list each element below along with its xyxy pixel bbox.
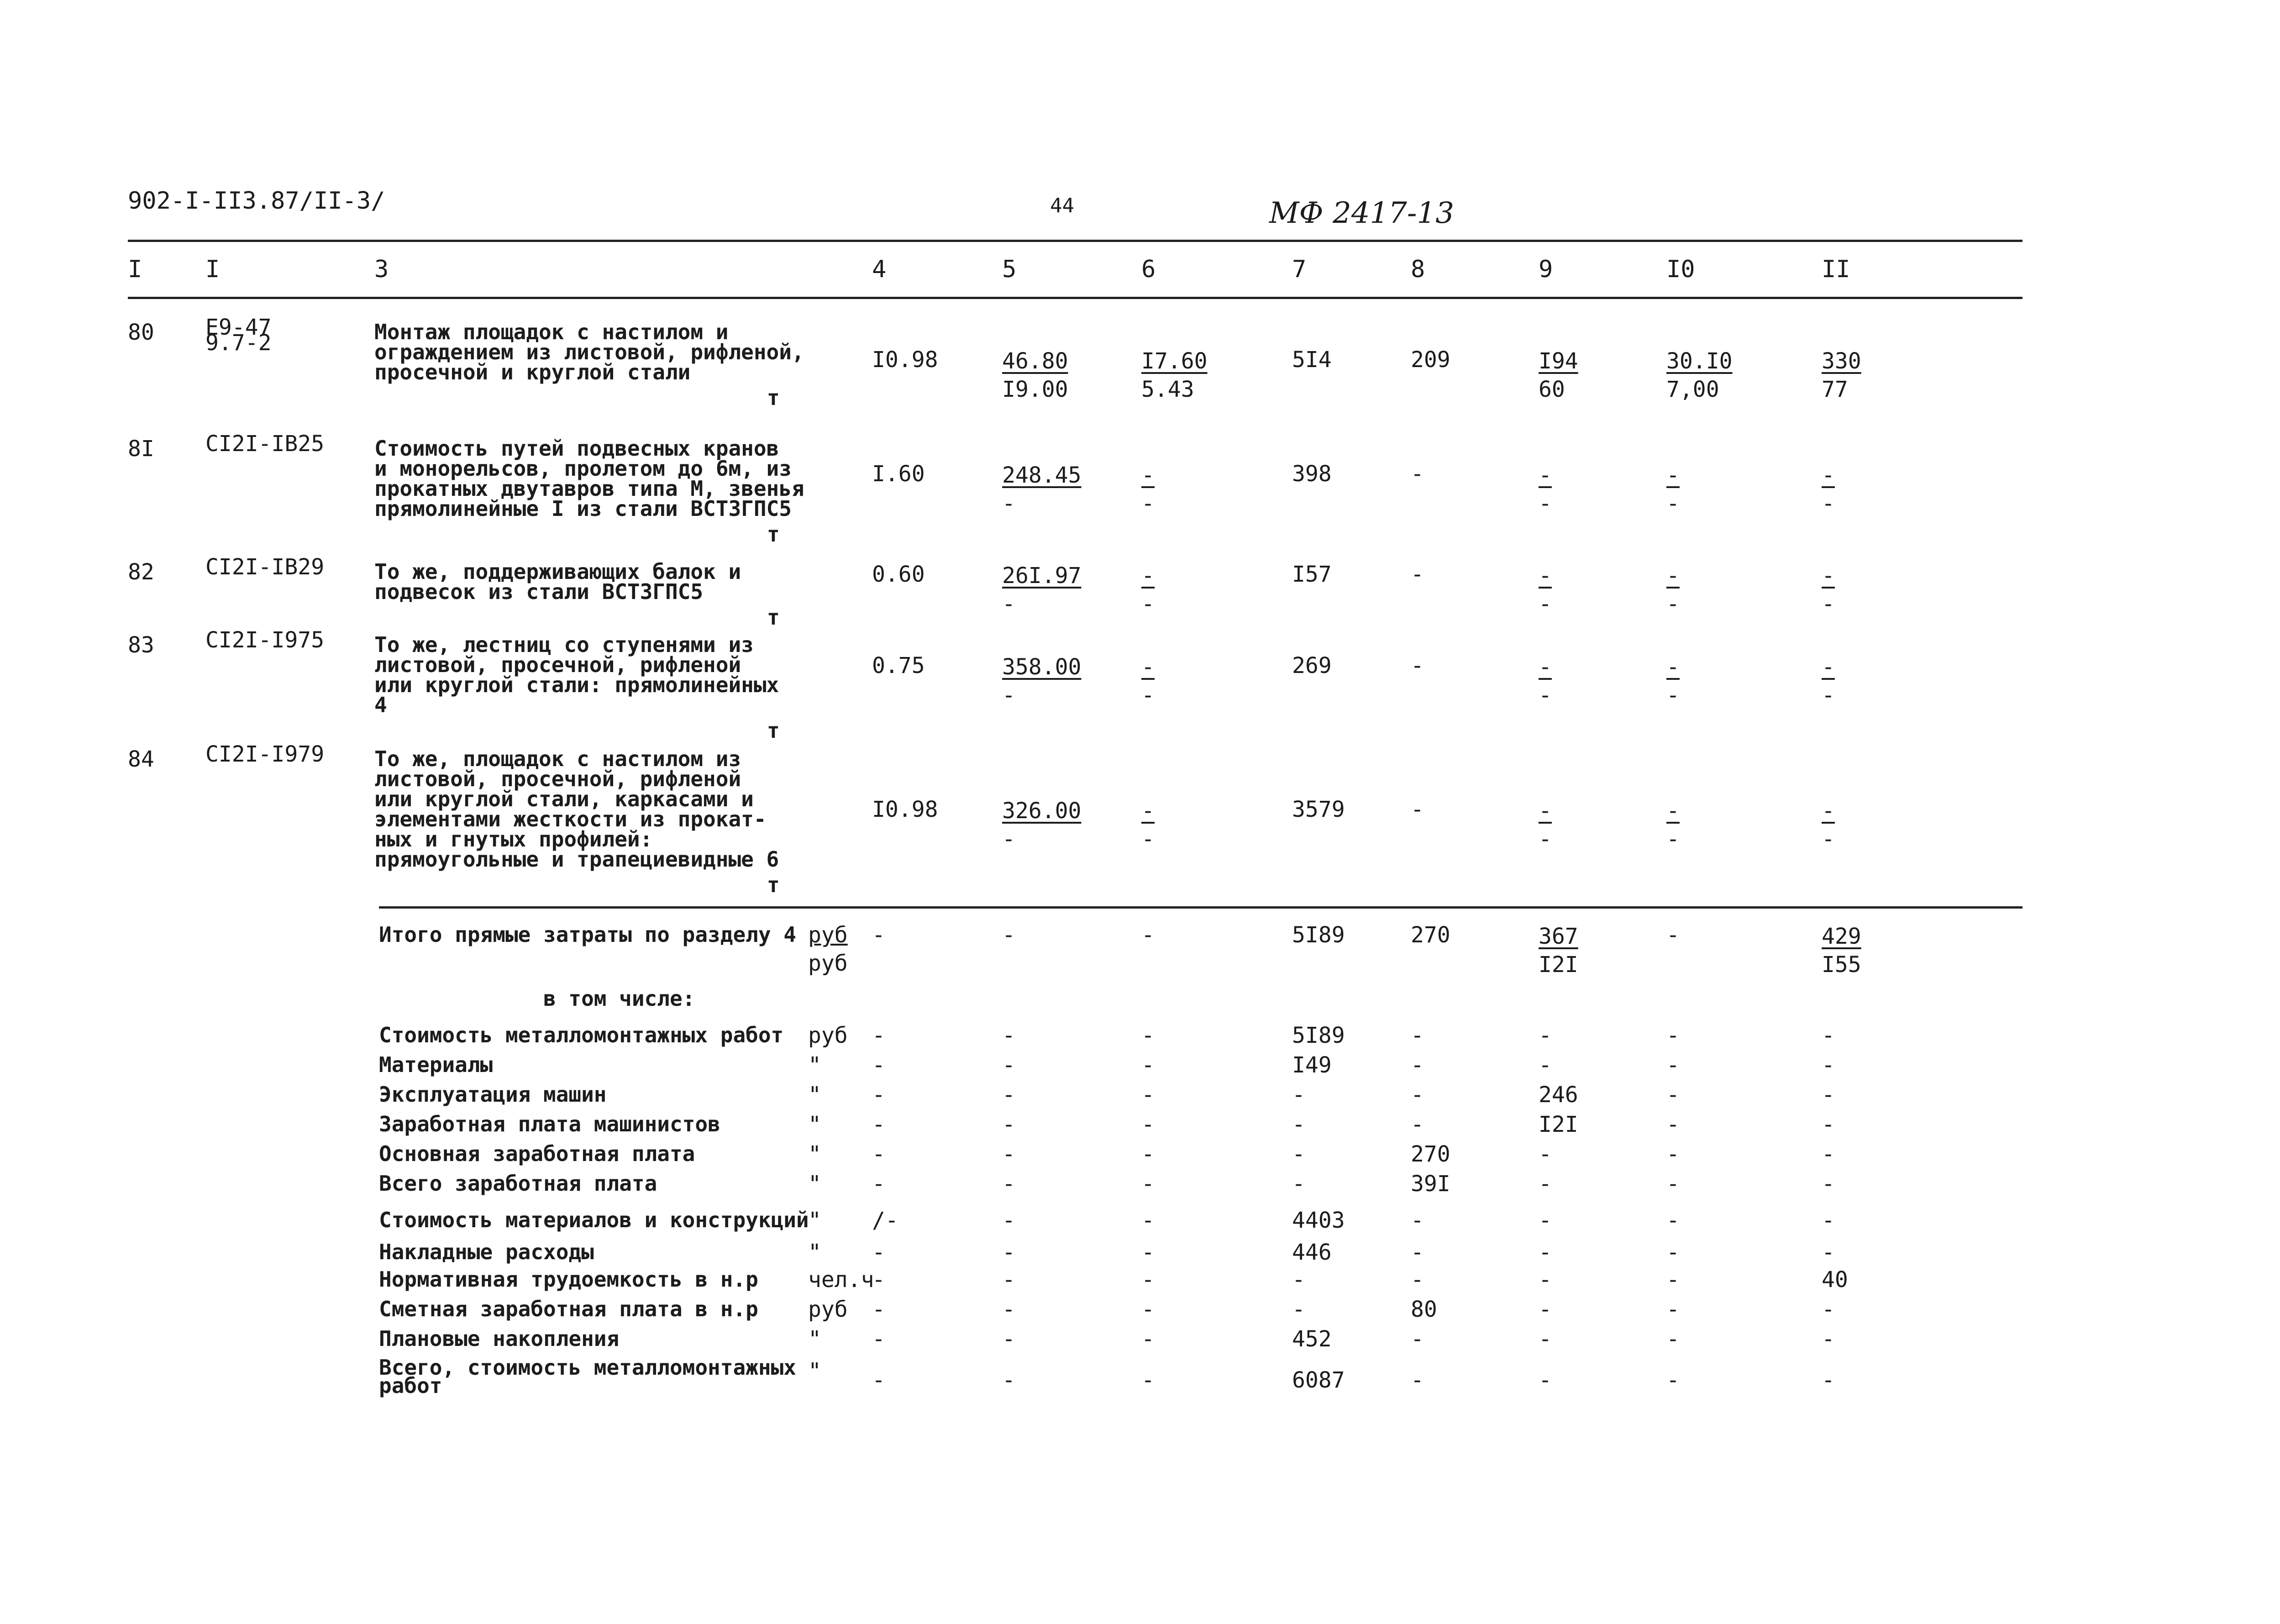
- labor-hours: [1666, 562, 1680, 618]
- machine-cost-denominator: -: [1539, 683, 1552, 708]
- column-header: 8: [1411, 256, 1425, 283]
- wage-cost-denominator: 5.43: [1141, 377, 1194, 402]
- unit-label: т: [767, 522, 780, 547]
- summary-cell: -: [1539, 1141, 1552, 1167]
- summary-cell: -: [1822, 1297, 1835, 1322]
- summary-cell: -: [872, 1367, 885, 1393]
- summary-cell: -: [1822, 1208, 1835, 1233]
- wage-total: 209: [1411, 347, 1450, 373]
- summary-cell: -: [1141, 1267, 1155, 1293]
- total-unit-2: руб: [808, 951, 848, 976]
- summary-cell: -: [1411, 1326, 1424, 1352]
- summary-cell: -: [1411, 1112, 1424, 1137]
- row-number: 80: [128, 320, 154, 345]
- total-cost: 398: [1292, 461, 1332, 487]
- summary-cell: -: [1822, 1052, 1835, 1078]
- summary-cell: -: [1002, 1112, 1015, 1137]
- summary-cell: -: [1539, 1267, 1552, 1293]
- quantity-value: 0.75: [872, 653, 925, 678]
- summary-cell: -: [1292, 1267, 1305, 1293]
- summary-cell: -: [1822, 1367, 1835, 1393]
- summary-cell: -: [1666, 1082, 1680, 1108]
- machine-cost-denominator: 60: [1539, 377, 1565, 402]
- summary-cell: -: [872, 1112, 885, 1137]
- machine-cost-denominator: -: [1539, 591, 1552, 617]
- summary-unit: ": [808, 1112, 821, 1137]
- row-number: 83: [128, 632, 154, 658]
- wage-cost-denominator: -: [1141, 683, 1155, 708]
- machine-cost-denominator: -: [1539, 826, 1552, 852]
- summary-cell: -: [1666, 1023, 1680, 1048]
- summary-cell: -: [1141, 1208, 1155, 1233]
- summary-cell: -: [1822, 1326, 1835, 1352]
- labor-total-denominator: -: [1822, 591, 1835, 617]
- column-header: I: [205, 256, 220, 283]
- total-col11: [1822, 922, 1861, 979]
- norm-code: E9-47 9.7-2: [205, 315, 272, 356]
- summary-cell: -: [1002, 1297, 1015, 1322]
- total-col9-numerator: 367: [1539, 924, 1578, 949]
- summary-cell: -: [1141, 1367, 1155, 1393]
- unit-cost: [1002, 461, 1081, 518]
- unit-label: т: [767, 718, 780, 743]
- labor-hours-numerator: -: [1666, 798, 1680, 824]
- quantity-value: 0.60: [872, 562, 925, 587]
- summary-cell: -: [1666, 1267, 1680, 1293]
- labor-total-numerator: -: [1822, 462, 1835, 488]
- summary-unit: ": [808, 1208, 821, 1233]
- norm-code: CI2I-IB25: [205, 431, 325, 457]
- labor-total-denominator: -: [1822, 683, 1835, 708]
- summary-cell: 80: [1411, 1297, 1437, 1322]
- total-col9: [1539, 922, 1578, 979]
- machine-cost-numerator: -: [1539, 462, 1552, 488]
- summary-cell: -: [1002, 1240, 1015, 1265]
- summary-cell: -: [1666, 1171, 1680, 1197]
- column-header: 4: [872, 256, 887, 283]
- labor-hours-denominator: 7,00: [1666, 377, 1719, 402]
- labor-hours: [1666, 461, 1680, 518]
- summary-cell: 5I89: [1292, 1023, 1345, 1048]
- labor-total: [1822, 347, 1861, 404]
- summary-cell: -: [1666, 1326, 1680, 1352]
- summary-cell: -: [1411, 1240, 1424, 1265]
- summary-cell: -: [1822, 1240, 1835, 1265]
- labor-hours-denominator: -: [1666, 826, 1680, 852]
- summary-label: Стоимость металломонтажных работ: [379, 1023, 784, 1047]
- machine-cost-numerator: I94: [1539, 348, 1578, 374]
- summary-cell: -: [1002, 1082, 1015, 1108]
- total-cost: I57: [1292, 562, 1332, 587]
- wage-total: -: [1411, 562, 1424, 587]
- total-col11-denominator: I55: [1822, 952, 1861, 978]
- column-header: 5: [1002, 256, 1017, 283]
- summary-cell: -: [1002, 1367, 1015, 1393]
- summary-unit: чел.ч: [808, 1267, 874, 1293]
- archive-stamp: МФ 2417-13: [1269, 196, 1454, 230]
- wage-cost-denominator: -: [1141, 826, 1155, 852]
- labor-total-numerator: -: [1822, 654, 1835, 680]
- summary-cell: -: [1539, 1023, 1552, 1048]
- unit-cost-denominator: -: [1002, 491, 1015, 516]
- column-header: 3: [374, 256, 389, 283]
- summary-label: Основная заработная плата: [379, 1141, 695, 1166]
- summary-cell: -: [1002, 1326, 1015, 1352]
- summary-cell: -: [1292, 1297, 1305, 1322]
- wage-cost-denominator: -: [1141, 491, 1155, 516]
- unit-cost: [1002, 653, 1081, 710]
- machine-cost: [1539, 653, 1552, 710]
- row-number: 8I: [128, 436, 154, 462]
- wage-cost: [1141, 562, 1155, 618]
- header-bottom-rule: [128, 297, 2023, 299]
- work-description: Монтаж площадок с настилом и ограждением из листовой, рифленой, просечной и круглой стали: [374, 320, 804, 384]
- labor-hours-numerator: 30.I0: [1666, 348, 1733, 374]
- summary-cell: 39I: [1411, 1171, 1450, 1197]
- work-description: То же, поддерживающих балок и подвесок из стали ВСТ3ГПС5: [374, 559, 741, 604]
- column-header: I: [128, 256, 142, 283]
- summary-cell: -: [872, 1240, 885, 1265]
- summary-cell: -: [872, 1141, 885, 1167]
- total-label: Итого прямые затраты по разделу 4: [379, 922, 796, 947]
- summary-cell: I49: [1292, 1052, 1332, 1078]
- summary-cell: -: [1292, 1112, 1305, 1137]
- summary-label: Стоимость материалов и конструкций: [379, 1208, 809, 1232]
- wage-total: -: [1411, 461, 1424, 487]
- summary-unit: руб: [808, 1297, 848, 1322]
- column-header: 9: [1539, 256, 1553, 283]
- labor-total-denominator: -: [1822, 491, 1835, 516]
- summary-cell: -: [1002, 1141, 1015, 1167]
- labor-hours-numerator: -: [1666, 654, 1680, 680]
- wage-cost: [1141, 461, 1155, 518]
- summary-cell: -: [1141, 1052, 1155, 1078]
- summary-label: Заработная плата машинистов: [379, 1112, 720, 1136]
- labor-hours: [1666, 347, 1733, 404]
- summary-cell: -: [1822, 1023, 1835, 1048]
- unit-cost-numerator: 26I.97: [1002, 563, 1082, 589]
- unit-cost: [1002, 347, 1068, 404]
- document-code: 902-I-II3.87/II-3/: [128, 187, 385, 215]
- labor-hours-denominator: -: [1666, 491, 1680, 516]
- summary-unit: ": [808, 1326, 821, 1352]
- summary-cell: -: [1411, 1208, 1424, 1233]
- unit-cost-denominator: -: [1002, 591, 1015, 617]
- unit-cost-numerator: 46.80: [1002, 348, 1068, 374]
- summary-label: Материалы: [379, 1052, 493, 1077]
- summary-cell: -: [872, 1082, 885, 1108]
- summary-cell: -: [1141, 1082, 1155, 1108]
- labor-total: [1822, 797, 1835, 853]
- summary-unit: ": [808, 1052, 821, 1078]
- summary-cell: 270: [1411, 1141, 1450, 1167]
- total-col9-denominator: I2I: [1539, 952, 1578, 978]
- summary-cell: -: [872, 1326, 885, 1352]
- norm-code: CI2I-IB29: [205, 554, 325, 580]
- labor-hours-numerator: -: [1666, 462, 1680, 488]
- total-col10: -: [1666, 922, 1680, 948]
- summary-cell: -: [1666, 1367, 1680, 1393]
- labor-total-denominator: 77: [1822, 377, 1848, 402]
- header-top-rule: [128, 240, 2023, 242]
- summary-cell: -: [1002, 1208, 1015, 1233]
- summary-cell: -: [1411, 1023, 1424, 1048]
- summary-label: Эксплуатация машин: [379, 1082, 607, 1107]
- quantity-value: I0.98: [872, 797, 938, 822]
- total-col7: 5I89: [1292, 922, 1345, 948]
- labor-hours-denominator: -: [1666, 591, 1680, 617]
- summary-unit: ": [808, 1082, 821, 1108]
- unit-cost: [1002, 797, 1081, 853]
- unit-label: т: [767, 872, 780, 897]
- summary-cell: -: [1822, 1112, 1835, 1137]
- summary-cell: -: [1822, 1171, 1835, 1197]
- summary-cell: -: [872, 1297, 885, 1322]
- unit-cost-numerator: 248.45: [1002, 462, 1082, 488]
- summary-cell: -: [1666, 1240, 1680, 1265]
- summary-cell: -: [1002, 1267, 1015, 1293]
- summary-cell: -: [1539, 1297, 1552, 1322]
- summary-cell: -: [1666, 1297, 1680, 1322]
- summary-cell: -: [1411, 1082, 1424, 1108]
- total-col8: 270: [1411, 922, 1450, 948]
- machine-cost: [1539, 461, 1552, 518]
- quantity-value: I0.98: [872, 347, 938, 373]
- machine-cost-numerator: -: [1539, 654, 1552, 680]
- labor-total: [1822, 653, 1835, 710]
- machine-cost-numerator: -: [1539, 798, 1552, 824]
- column-header: 7: [1292, 256, 1307, 283]
- summary-cell: -: [1141, 1297, 1155, 1322]
- summary-cell: I2I: [1539, 1112, 1578, 1137]
- summary-cell: 446: [1292, 1240, 1332, 1265]
- summary-cell: -: [1141, 1171, 1155, 1197]
- summary-cell: -: [1002, 1171, 1015, 1197]
- summary-cell: -: [1539, 1326, 1552, 1352]
- machine-cost: [1539, 562, 1552, 618]
- total-cost: 3579: [1292, 797, 1345, 822]
- wage-total: -: [1411, 653, 1424, 678]
- unit-cost-denominator: -: [1002, 683, 1015, 708]
- norm-code: CI2I-I979: [205, 741, 325, 767]
- summary-cell: -: [872, 1171, 885, 1197]
- summary-cell: -: [1292, 1141, 1305, 1167]
- unit-cost: [1002, 562, 1081, 618]
- labor-total-numerator: -: [1822, 563, 1835, 589]
- labor-total-numerator: 330: [1822, 348, 1861, 374]
- wage-cost-numerator: -: [1141, 462, 1155, 488]
- summary-cell: -: [1666, 1112, 1680, 1137]
- page-number: 44: [1050, 194, 1074, 217]
- summary-unit: ": [808, 1141, 821, 1167]
- summary-cell: 40: [1822, 1267, 1848, 1293]
- unit-cost-numerator: 358.00: [1002, 654, 1082, 680]
- unit-label: т: [767, 385, 780, 410]
- labor-hours: [1666, 653, 1680, 710]
- column-header: I0: [1666, 256, 1695, 283]
- summary-cell: -: [1141, 1326, 1155, 1352]
- total-rule: [379, 906, 2023, 909]
- summary-cell: -: [1666, 1052, 1680, 1078]
- total-col4: -: [872, 922, 885, 948]
- summary-cell: -: [1141, 1112, 1155, 1137]
- wage-cost-numerator: -: [1141, 798, 1155, 824]
- summary-unit: руб: [808, 1023, 848, 1048]
- summary-cell: -: [1141, 1023, 1155, 1048]
- summary-cell: -: [1292, 1171, 1305, 1197]
- unit-cost-numerator: 326.00: [1002, 798, 1082, 824]
- labor-hours-denominator: -: [1666, 683, 1680, 708]
- labor-total-numerator: -: [1822, 798, 1835, 824]
- wage-cost-numerator: I7.60: [1141, 348, 1208, 374]
- wage-total: -: [1411, 797, 1424, 822]
- machine-cost-denominator: -: [1539, 491, 1552, 516]
- summary-cell: /-: [872, 1208, 898, 1233]
- row-number: 82: [128, 559, 154, 585]
- summary-cell: -: [1411, 1052, 1424, 1078]
- summary-cell: -: [1539, 1208, 1552, 1233]
- wage-cost-denominator: -: [1141, 591, 1155, 617]
- total-cost: 5I4: [1292, 347, 1332, 373]
- summary-cell: 4403: [1292, 1208, 1345, 1233]
- summary-cell: -: [1141, 1141, 1155, 1167]
- labor-total-denominator: -: [1822, 826, 1835, 852]
- summary-cell: -: [1666, 1208, 1680, 1233]
- summary-label: Нормативная трудоемкость в н.р: [379, 1267, 758, 1292]
- summary-cell: -: [1539, 1367, 1552, 1393]
- summary-label: Всего, стоимость металломонтажных работ: [379, 1355, 796, 1398]
- wage-cost: [1141, 653, 1155, 710]
- unit-label: т: [767, 605, 780, 630]
- summary-cell: -: [1822, 1082, 1835, 1108]
- summary-cell: -: [1411, 1367, 1424, 1393]
- labor-hours: [1666, 797, 1680, 853]
- wage-cost: [1141, 797, 1155, 853]
- machine-cost-numerator: -: [1539, 563, 1552, 589]
- summary-cell: 6087: [1292, 1367, 1345, 1393]
- summary-cell: -: [872, 1267, 885, 1293]
- column-header: II: [1822, 256, 1850, 283]
- total-unit: руб: [808, 922, 848, 948]
- column-header: 6: [1141, 256, 1156, 283]
- summary-cell: -: [872, 1052, 885, 1078]
- summary-label: Сметная заработная плата в н.р: [379, 1297, 758, 1321]
- summary-cell: -: [1822, 1141, 1835, 1167]
- wage-cost: [1141, 347, 1208, 404]
- norm-code: CI2I-I975: [205, 627, 325, 653]
- summary-cell: -: [1002, 1023, 1015, 1048]
- labor-total: [1822, 562, 1835, 618]
- summary-cell: -: [1539, 1052, 1552, 1078]
- labor-hours-numerator: -: [1666, 563, 1680, 589]
- summary-label: Накладные расходы: [379, 1240, 594, 1264]
- machine-cost: [1539, 797, 1552, 853]
- summary-cell: -: [872, 1023, 885, 1048]
- summary-cell: -: [1141, 1240, 1155, 1265]
- work-description: Стоимость путей подвесных кранов и монорельсов, пролетом до 6м, из прокатных двутавров типа М, звенья прямолинейные I из стали ВСТ3ГПС5: [374, 436, 804, 521]
- total-col11-numerator: 429: [1822, 924, 1861, 949]
- summary-cell: -: [1002, 1052, 1015, 1078]
- unit-cost-denominator: I9.00: [1002, 377, 1068, 402]
- summary-unit: ": [808, 1240, 821, 1265]
- labor-total: [1822, 461, 1835, 518]
- work-description: То же, лестниц со ступенями из листовой, просечной, рифленой или круглой стали: прямолинейных 4: [374, 632, 779, 717]
- summary-cell: 452: [1292, 1326, 1332, 1352]
- summary-cell: -: [1666, 1141, 1680, 1167]
- total-col6: -: [1141, 922, 1155, 948]
- summary-cell: 246: [1539, 1082, 1578, 1108]
- quantity-value: I.60: [872, 461, 925, 487]
- machine-cost: [1539, 347, 1578, 404]
- summary-unit: ": [808, 1358, 821, 1384]
- row-number: 84: [128, 746, 154, 772]
- wage-cost-numerator: -: [1141, 654, 1155, 680]
- summary-cell: -: [1539, 1240, 1552, 1265]
- wage-cost-numerator: -: [1141, 563, 1155, 589]
- total-col5: -: [1002, 922, 1015, 948]
- summary-unit: ": [808, 1171, 821, 1197]
- total-cost: 269: [1292, 653, 1332, 678]
- work-description: То же, площадок с настилом из листовой, просечной, рифленой или круглой стали, каркасами и элементами жесткости из прокат- ных и гнутых профилей: прямоугольные и трапециевидные 6: [374, 746, 779, 872]
- summary-cell: -: [1411, 1267, 1424, 1293]
- summary-label: Плановые накопления: [379, 1326, 620, 1351]
- summary-cell: -: [1539, 1171, 1552, 1197]
- including-label: в том числе:: [543, 986, 695, 1011]
- summary-cell: -: [1292, 1082, 1305, 1108]
- unit-cost-denominator: -: [1002, 826, 1015, 852]
- summary-label: Всего заработная плата: [379, 1171, 657, 1196]
